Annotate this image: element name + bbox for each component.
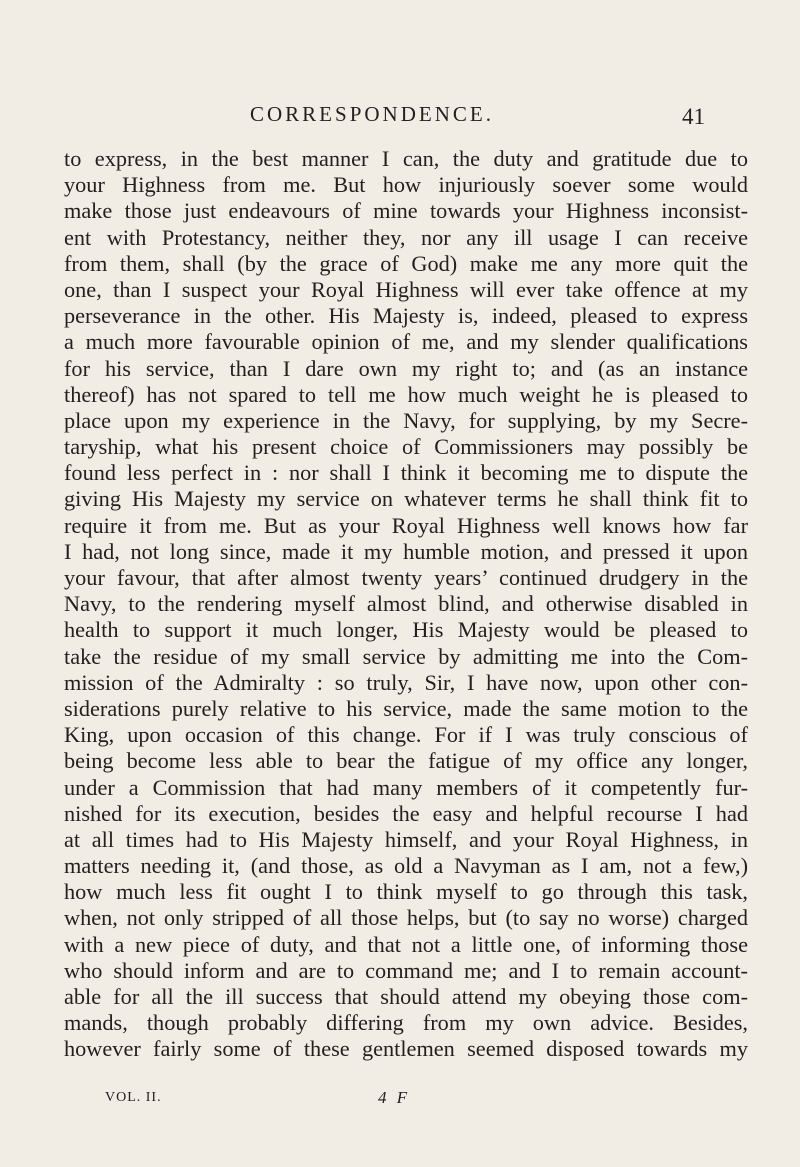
text-line: for his service, than I dare own my right to; and (as an instance (64, 355, 748, 381)
text-line: thereof) has not spared to tell me how much weight he is pleased to (64, 381, 748, 407)
text-line: who should inform and are to command me; and I to remain account- (64, 957, 748, 983)
text-line: siderations purely relative to his service, made the same motion to the (64, 695, 748, 721)
running-head: CORRESPONDENCE. (250, 102, 494, 126)
text-line: nished for its execution, besides the easy and helpful recourse I had (64, 800, 748, 826)
text-line: from them, shall (by the grace of God) make me any more quit the (64, 250, 748, 276)
text-line: giving His Majesty my service on whatever terms he shall think fit to (64, 486, 748, 512)
text-line: taryship, what his present choice of Commissioners may possibly be (64, 434, 748, 460)
text-line: mission of the Admiralty : so truly, Sir, I have now, upon other con- (64, 669, 748, 695)
body-text (64, 146, 748, 1063)
text-line: matters needing it, (and those, as old a Navyman as I am, not a few,) (64, 853, 748, 879)
text-line: a much more favourable opinion of me, and my slender qualifications (64, 329, 748, 355)
text-line: health to support it much longer, His Majesty would be pleased to (64, 617, 748, 643)
page-footer (0, 1090, 800, 1110)
volume-label: VOL. II. (105, 1090, 162, 1105)
text-line: make those just endeavours of mine towards your Highness inconsist- (64, 198, 748, 224)
text-line: perseverance in the other. His Majesty is, indeed, pleased to express (64, 303, 748, 329)
text-line: able for all the ill success that should attend my obeying those com- (64, 984, 748, 1009)
page-number: 41 (682, 104, 705, 129)
text-line: I had, not long since, made it my humble motion, and pressed it upon (64, 538, 748, 564)
text-line: take the residue of my small service by admitting me into the Com- (64, 643, 748, 669)
text-line: found less perfect in : nor shall I think it becoming me to dispute the (64, 460, 748, 486)
text-line: how much less fit ought I to think myself to go through this task, (64, 879, 748, 905)
text-line: however fairly some of these gentlemen seemed disposed towards my (64, 1036, 748, 1062)
text-line: at all times had to His Majesty himself, and your Royal Highness, in (64, 826, 748, 852)
text-line: Navy, to the rendering myself almost blind, and otherwise disabled in (64, 591, 748, 617)
text-line: ent with Protestancy, neither they, nor any ill usage I can receive (64, 224, 748, 250)
text-line: place upon my experience in the Navy, for supplying, by my Secre- (64, 407, 748, 433)
text-line: your favour, that after almost twenty years’ continued drudgery in the (64, 565, 748, 590)
text-line: one, than I suspect your Royal Highness will ever take offence at my (64, 276, 748, 302)
text-line: mands, though probably differing from my own advice. Besides, (64, 1010, 748, 1036)
signature-mark: 4 F (378, 1088, 411, 1107)
text-line: to express, in the best manner I can, the duty and gratitude due to (64, 146, 748, 171)
text-line: your Highness from me. But how injuriously soever some would (64, 172, 748, 198)
text-line: King, upon occasion of this change. For if I was truly conscious of (64, 722, 748, 748)
text-line: when, not only stripped of all those helps, but (to say no worse) charged (64, 905, 748, 931)
text-line: require it from me. But as your Royal Highness well knows how far (64, 512, 748, 538)
text-line: with a new piece of duty, and that not a little one, of informing those (64, 931, 748, 957)
text-line: being become less able to bear the fatigue of my office any longer, (64, 748, 748, 774)
text-line: under a Commission that had many members of it competently fur- (64, 774, 748, 800)
page-header (0, 102, 800, 132)
